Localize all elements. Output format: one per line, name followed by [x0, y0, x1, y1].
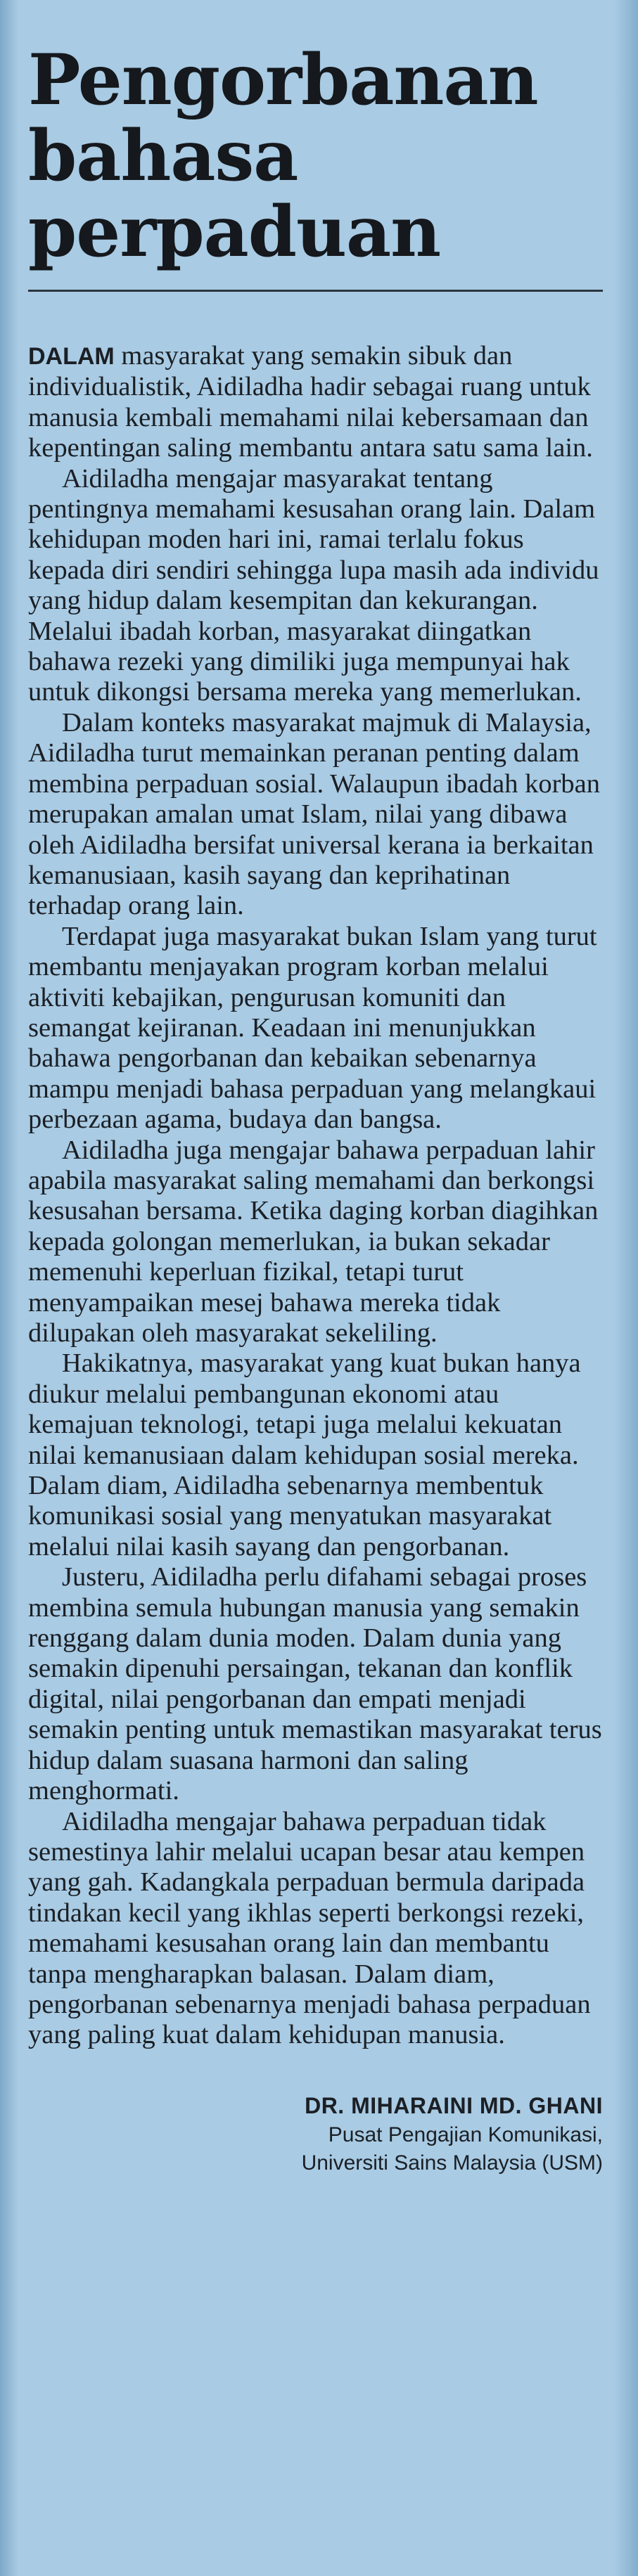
- paragraph-5: Aidiladha juga mengajar bahawa perpaduan lahir apabila masyarakat saling memahami dan berkongsi kesusahan bersama. Ketika daging korban diagihkan kepada golongan memerlukan, ia bukan sekadar memenuhi keperluan fizikal, tetapi turut menyampaikan mesej bahawa mereka tidak dilupakan oleh masyarakat sekeliling.: [28, 1135, 599, 1348]
- paragraph-7: Justeru, Aidiladha perlu difahami sebagai proses membina semula hubungan manusia yang semakin renggang dalam dunia moden. Dalam dunia yang semakin dipenuhi persaingan, tekanan dan konflik digital, nilai pengorbanan dan empati menjadi semakin penting untuk memastikan masyarakat terus hidup dalam suasana harmoni dan saling menghormati.: [28, 1562, 602, 1806]
- author-name: DR. MIHARAINI MD. GHANI: [305, 2092, 603, 2118]
- paragraph-3: Dalam konteks masyarakat majmuk di Malaysia, Aidiladha turut memainkan peranan penting dalam membina perpaduan sosial. Walaupun ibadah korban merupakan amalan umat Islam, nilai yang dibawa oleh Aidiladha bersifat universal kerana ia berkaitan kemanusiaan, kasih sayang dan keprihatinan terhadap orang lain.: [28, 707, 601, 921]
- article-body: [28, 341, 603, 2051]
- paragraph-1-text: masyarakat yang semakin sibuk dan individualistik, Aidiladha hadir sebagai ruang untuk manusia kembali memahami nilai kebersamaan dan kepentingan saling membantu antara satu sama lain.: [28, 341, 593, 463]
- article-column: [28, 39, 603, 2177]
- paragraph-2: Aidiladha mengajar masyarakat tentang pentingnya memahami kesusahan orang lain. Dalam kehidupan moden hari ini, ramai terlalu fokus kepada diri sendiri sehingga lupa masih ada individu yang hidup dalam kesempitan dan kekurangan. Melalui ibadah korban, masyarakat diingatkan bahawa rezeki yang dimiliki juga mempunyai hak untuk dikongsi bersama mereka yang memerlukan.: [28, 463, 599, 707]
- paragraph-6: Hakikatnya, masyarakat yang kuat bukan hanya diukur melalui pembangunan ekonomi atau kemajuan teknologi, tetapi juga melalui kekuatan nilai kemanusiaan dalam kehidupan sosial mereka. Dalam diam, Aidiladha sebenarnya membentuk komunikasi sosial yang menyatukan masyarakat melalui nilai kasih sayang dan pengorbanan.: [28, 1348, 581, 1561]
- page-edge-right: [614, 0, 638, 2576]
- headline-rule: [28, 290, 603, 292]
- paragraph-1: [28, 341, 603, 464]
- page-edge-left: [0, 0, 18, 2576]
- byline: [28, 2090, 603, 2177]
- lead-word: DALAM: [28, 343, 115, 370]
- paragraph-4: Terdapat juga masyarakat bukan Islam yang turut membantu menjayakan program korban melalui aktiviti kebajikan, pengurusan komuniti dan semangat kejiranan. Keadaan ini menunjukkan bahawa pengorbanan dan kebaikan sebenarnya mampu menjadi bahasa perpaduan yang melangkaui perbezaan agama, budaya dan bangsa.: [28, 921, 597, 1135]
- affiliation-line-1: Pusat Pengajian Komunikasi,: [328, 2123, 603, 2146]
- affiliation-line-2: Universiti Sains Malaysia (USM): [301, 2151, 603, 2175]
- headline: Pengorbanan bahasa perpaduan: [28, 39, 538, 273]
- paragraph-8: Aidiladha mengajar bahawa perpaduan tidak semestinya lahir melalui ucapan besar atau kempen yang gah. Kadangkala perpaduan bermula daripada tindakan kecil yang ikhlas seperti berkongsi rezeki, memahami kesusahan orang lain dan membantu tanpa mengharapkan balasan. Dalam diam, pengorbanan sebenarnya menjadi bahasa perpaduan yang paling kuat dalam kehidupan manusia.: [28, 1806, 591, 2050]
